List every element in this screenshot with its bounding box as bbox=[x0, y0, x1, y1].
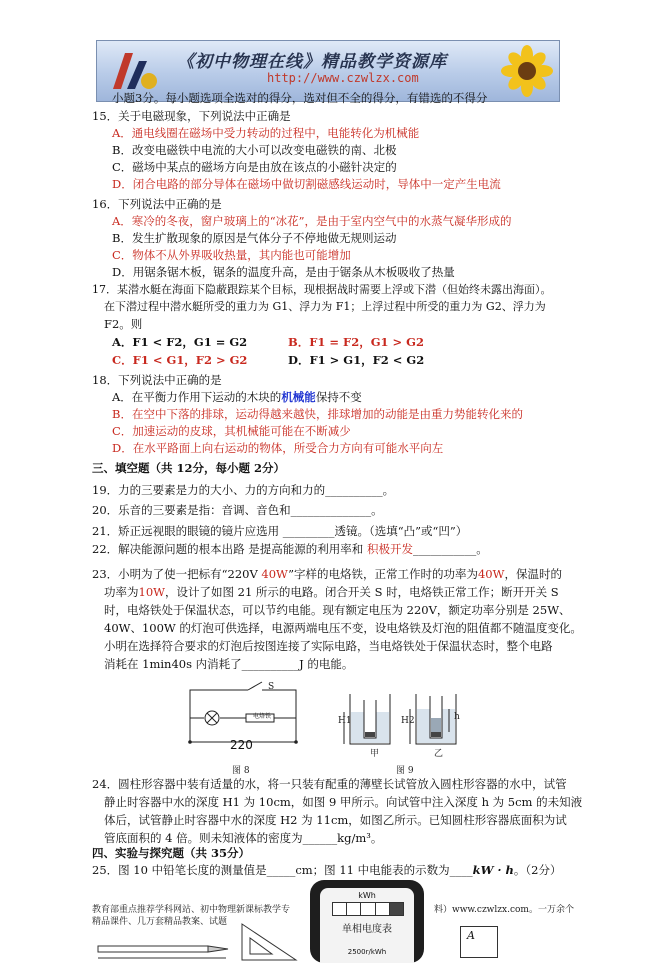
ammeter-box bbox=[460, 926, 498, 958]
ammeter-label: A bbox=[467, 929, 475, 942]
figure-9-containers bbox=[334, 690, 466, 748]
q18-option-a-pre: A．在平衡力作用下运动的木块的 bbox=[112, 390, 282, 404]
q15-option-c: C．磁场中某点的磁场方向是由放在该点的小磁针决定的 bbox=[112, 160, 397, 174]
q17-option-c: C．F1 < G1，F2 > G2 bbox=[112, 353, 248, 367]
meter-name: 单相电度表 bbox=[342, 924, 392, 935]
banner-url[interactable]: http://www.czwlzx.com bbox=[267, 71, 419, 85]
q15-stem: 15．关于电磁现象，下列说法中正确是 bbox=[92, 109, 291, 123]
q20-text: 20．乐音的三要素是指：音调、音色和______________。 bbox=[92, 503, 383, 517]
q25-unit: kW · h bbox=[472, 863, 514, 877]
fig9-h-label: h bbox=[454, 712, 460, 722]
q23-l2-pre: 功率为 bbox=[104, 585, 139, 599]
section4-heading: 四、实验与探究题（共 35分） bbox=[92, 846, 251, 860]
q24-line-2: 静止时容器中水的深度 H1 为 10cm，如图 9 甲所示。向试管中注入深度 h 为 5cm 的未知液 bbox=[104, 795, 583, 809]
q23-l1-red: 40W bbox=[261, 567, 289, 581]
meter-spec: 2500r/kWh bbox=[347, 948, 387, 956]
q22-pre: 22．解决能源问题的根本出路 是提高能源的利用率和 bbox=[92, 542, 367, 556]
q23-l2-post: ，设计了如图 21 所示的电路。闭合开关 S 时，电烙铁正常工作；断开开关 S bbox=[164, 585, 559, 599]
q23-line-1 bbox=[92, 566, 562, 582]
q23-line-3: 时，电烙铁处于保温状态，可以节约电能。现有额定电压为 220V，额定功率分别是 25W、 bbox=[104, 603, 571, 617]
footer-line-right[interactable]: 料）www.czwlzx.com。一万余个 bbox=[434, 905, 574, 915]
fig8-voltage-label: 220 bbox=[230, 738, 253, 752]
q16-option-d: D．用锯条锯木板，锯条的温度升高，是由于锯条从木板吸收了热量 bbox=[112, 265, 455, 279]
q17-line-1: 17．某潜水艇在海面下隐蔽跟踪某个目标，现根据战时需要上浮或下潜（但始终未露出海面）。 bbox=[92, 283, 552, 296]
meter-unit: kWh bbox=[358, 891, 376, 900]
q23-line-5: 小明在选择符合要求的灯泡后按图连接了实际电路，当电烙铁处于保温状态时，整个电路 bbox=[104, 639, 553, 653]
fig8-resistor-label: 电烙铁 bbox=[253, 713, 272, 720]
q18-option-a bbox=[112, 389, 362, 405]
q23-l1-red2: 40W bbox=[477, 567, 505, 581]
q24-line-1: 24．圆柱形容器中装有适量的水，将一只装有配重的薄壁长试管放入圆柱形容器的水中，试管 bbox=[92, 777, 567, 791]
q17-line-3: F2。则 bbox=[104, 317, 143, 331]
q18-option-a-post: 保持不变 bbox=[315, 390, 362, 404]
q18-option-c: C．加速运动的皮球，其机械能可能在不断减少 bbox=[112, 424, 351, 438]
pencil-ruler-figure bbox=[96, 928, 236, 962]
q19-text: 19．力的三要素是力的大小、力的方向和力的__________。 bbox=[92, 483, 395, 497]
q17-option-a: A．F1 < F2，G1 = G2 bbox=[112, 335, 248, 349]
q23-line-4: 40W、100W 的灯泡可供选择，电源两端电压不变，设电烙铁及灯泡的阻值都不随温度变化。 bbox=[104, 621, 582, 635]
q17-line-2: 在下潜过程中潜水艇所受的重力为 G1、浮力为 F1；上浮过程中所受的重力为 G2、浮力为 bbox=[104, 300, 546, 313]
fig9-h2-label: H2 bbox=[401, 716, 415, 726]
meter-dial bbox=[332, 902, 404, 916]
q23-l1-end: ，保温时的 bbox=[504, 567, 562, 581]
q15-option-a: A．通电线圈在磁场中受力转动的过程中，电能转化为机械能 bbox=[112, 126, 420, 140]
q23-line-6: 消耗在 1min40s 内消耗了__________J 的电能。 bbox=[104, 657, 354, 671]
q24-line-4: 管底面积的 4 倍。则未知液体的密度为______kg/m³。 bbox=[104, 831, 383, 845]
footer-line-left: 教育部重点推荐学科网站、初中物理新课标教学专 bbox=[92, 905, 291, 915]
q24-line-3: 体后，试管静止时容器中水的深度 H2 为 11cm，如图乙所示。已知圆柱形容器底面积为试 bbox=[104, 813, 567, 827]
logo-icon bbox=[105, 47, 163, 95]
q18-option-d: D．在水平路面上向右运动的物体，所受合力方向有可能水平向左 bbox=[112, 441, 444, 455]
q16-option-b: B．发生扩散现象的原因是气体分子不停地做无规则运动 bbox=[112, 231, 397, 245]
electric-meter bbox=[310, 880, 424, 963]
q16-option-c: C．物体不从外界吸收热量，其内能也可能增加 bbox=[112, 248, 351, 262]
q22-post: ___________。 bbox=[412, 542, 488, 556]
q18-keyword: 机械能 bbox=[281, 390, 316, 404]
switch-symbol[interactable] bbox=[248, 682, 262, 690]
fig8-caption: 图 8 bbox=[232, 766, 250, 776]
q23-line-2 bbox=[104, 584, 559, 600]
q22-text bbox=[92, 541, 488, 557]
fig9-caption: 图 9 bbox=[396, 766, 414, 776]
q22-red: 积极开发 bbox=[366, 542, 413, 556]
q23-l1-pre: 23．小明为了使一把标有“220V bbox=[92, 567, 262, 581]
fig8-switch-label: S bbox=[268, 682, 275, 692]
q15-option-b: B．改变电磁铁中电流的大小可以改变电磁铁的南、北极 bbox=[112, 143, 397, 157]
fig9-h1-label: H1 bbox=[338, 716, 352, 726]
q17-option-b: B．F1 = F2，G1 > G2 bbox=[288, 335, 424, 349]
q16-stem: 16．下列说法中正确的是 bbox=[92, 197, 222, 211]
triangle-ruler-icon bbox=[238, 920, 300, 962]
q21-text: 21．矫正远视眼的眼镜的镜片应选用 _________透镜。（选填“凸”或“凹”） bbox=[92, 524, 468, 538]
fig9-yi-label: 乙 bbox=[434, 749, 444, 759]
q16-option-a: A．寒冷的冬夜，窗户玻璃上的“冰花”，是由于室内空气中的水蒸气凝华形成的 bbox=[112, 214, 512, 228]
sunflower-icon bbox=[499, 45, 555, 97]
q25-text bbox=[92, 862, 561, 878]
q15-option-d: D．闭合电路的部分导体在磁场中做切割磁感线运动时，导体中一定产生电流 bbox=[112, 177, 501, 191]
section3-heading: 三、填空题（共 12分，每小题 2分） bbox=[92, 461, 286, 475]
intro-text: 小题3分。每小题选项全选对的得分，选对但不全的得分，有错选的不得分 bbox=[112, 91, 488, 105]
fig9-jia-label: 甲 bbox=[370, 749, 380, 759]
q25-pre: 25．图 10 中铅笔长度的测量值是_____cm；图 11 中电能表的示数为____ bbox=[92, 863, 473, 877]
q18-stem: 18．下列说法中正确的是 bbox=[92, 373, 222, 387]
footer-line-left-2: 精品课件、几万套精品教案、试题 bbox=[92, 917, 228, 927]
q23-l1-post: ”字样的电烙铁，正常工作时的功率为 bbox=[288, 567, 478, 581]
q23-l2-red: 10W bbox=[138, 585, 165, 599]
q17-option-d: D．F1 > G1，F2 < G2 bbox=[288, 353, 425, 367]
q25-post: 。（2分） bbox=[513, 863, 562, 877]
banner-title: 《初中物理在线》精品教学资源库 bbox=[177, 52, 447, 72]
q18-option-b: B．在空中下落的排球，运动得越来越快，排球增加的动能是由重力势能转化来的 bbox=[112, 407, 523, 421]
